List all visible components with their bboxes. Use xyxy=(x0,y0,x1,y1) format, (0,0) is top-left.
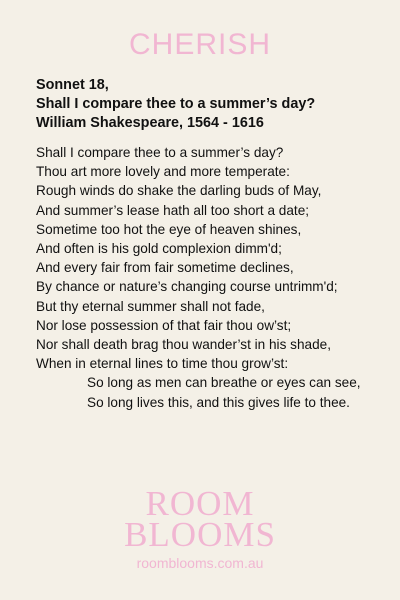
sonnet-number: Sonnet 18, xyxy=(36,77,109,93)
poem-line: Thou art more lovely and more temperate: xyxy=(36,164,290,180)
header-title: CHERISH xyxy=(128,28,271,61)
author-line: William Shakespeare, 1564 - 1616 xyxy=(36,115,264,131)
website-link[interactable]: roomblooms.com.au xyxy=(136,555,264,571)
brand-logo-line-2: BLOOMS xyxy=(124,515,276,554)
poem-line: But thy eternal summer shall not fade, xyxy=(36,298,265,314)
sonnet-title: Shall I compare thee to a summer’s day? xyxy=(36,96,316,112)
poem-line: And summer’s lease hath all too short a date; xyxy=(36,202,310,218)
poem-line: Shall I compare thee to a summer’s day? xyxy=(36,145,284,160)
couplet-line: So long lives this, and this gives life to thee. xyxy=(87,394,350,410)
poem-line: By chance or nature’s changing course untrimm'd; xyxy=(36,279,338,295)
brand-logo-line-1: ROOM xyxy=(145,484,255,523)
poem-line: And often is his gold complexion dimm'd; xyxy=(36,241,282,257)
poem-line: And every fair from fair sometime declines, xyxy=(36,260,294,276)
poem-line: Rough winds do shake the darling buds of May, xyxy=(36,183,322,199)
poem-body xyxy=(36,143,386,412)
couplet-line: So long as men can breathe or eyes can see, xyxy=(87,375,361,391)
poem-line: When in eternal lines to time thou grow’st: xyxy=(36,356,289,372)
poem-heading xyxy=(36,76,376,133)
poem-line: Nor shall death brag thou wander’st in his shade, xyxy=(36,337,331,353)
poem-line: Nor lose possession of that fair thou ow’st; xyxy=(36,317,292,333)
poem-line: Sometime too hot the eye of heaven shines, xyxy=(36,221,302,237)
